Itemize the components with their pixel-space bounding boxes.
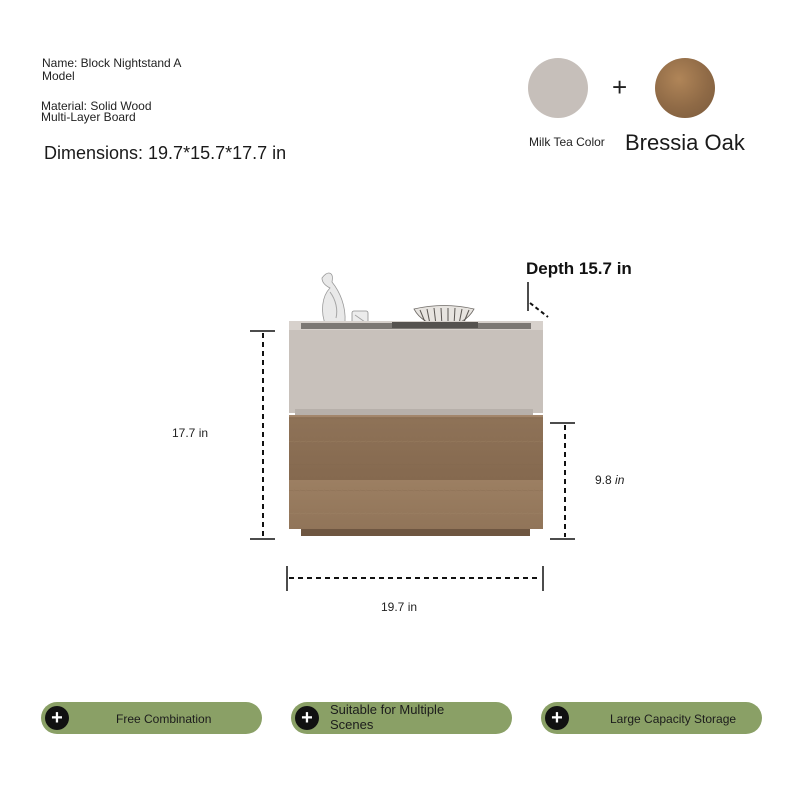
bressia-oak-label: Bressia Oak [625, 130, 745, 155]
height-drawer-label: 9.8 in [595, 473, 625, 487]
width-label: 19.7 in [381, 600, 418, 614]
product-name: Name: Block Nightstand A Model [42, 56, 182, 83]
plus-sign: + [612, 72, 628, 102]
feature-multiple-scenes[interactable]: + Suitable for Multiple Scenes [291, 702, 512, 734]
product-material: Material: Solid Wood Multi-Layer Board [41, 99, 152, 124]
bird-figurine [322, 273, 345, 326]
feature-large-storage[interactable]: + Large Capacity Storage [541, 702, 762, 734]
wood-drawer [289, 415, 543, 529]
product-dimensions: Dimensions: 19.7*15.7*17.7 in [44, 143, 287, 163]
milk-tea-label: Milk Tea Color [529, 135, 605, 149]
plus-icon: + [545, 706, 569, 730]
plus-icon: + [45, 706, 69, 730]
plus-icon: + [295, 706, 319, 730]
height-total-label: 17.7 in [172, 426, 209, 440]
depth-label: Depth 15.7 in [526, 259, 632, 278]
top-tray [289, 321, 543, 413]
feature-free-combination[interactable]: + Free Combination [41, 702, 262, 734]
